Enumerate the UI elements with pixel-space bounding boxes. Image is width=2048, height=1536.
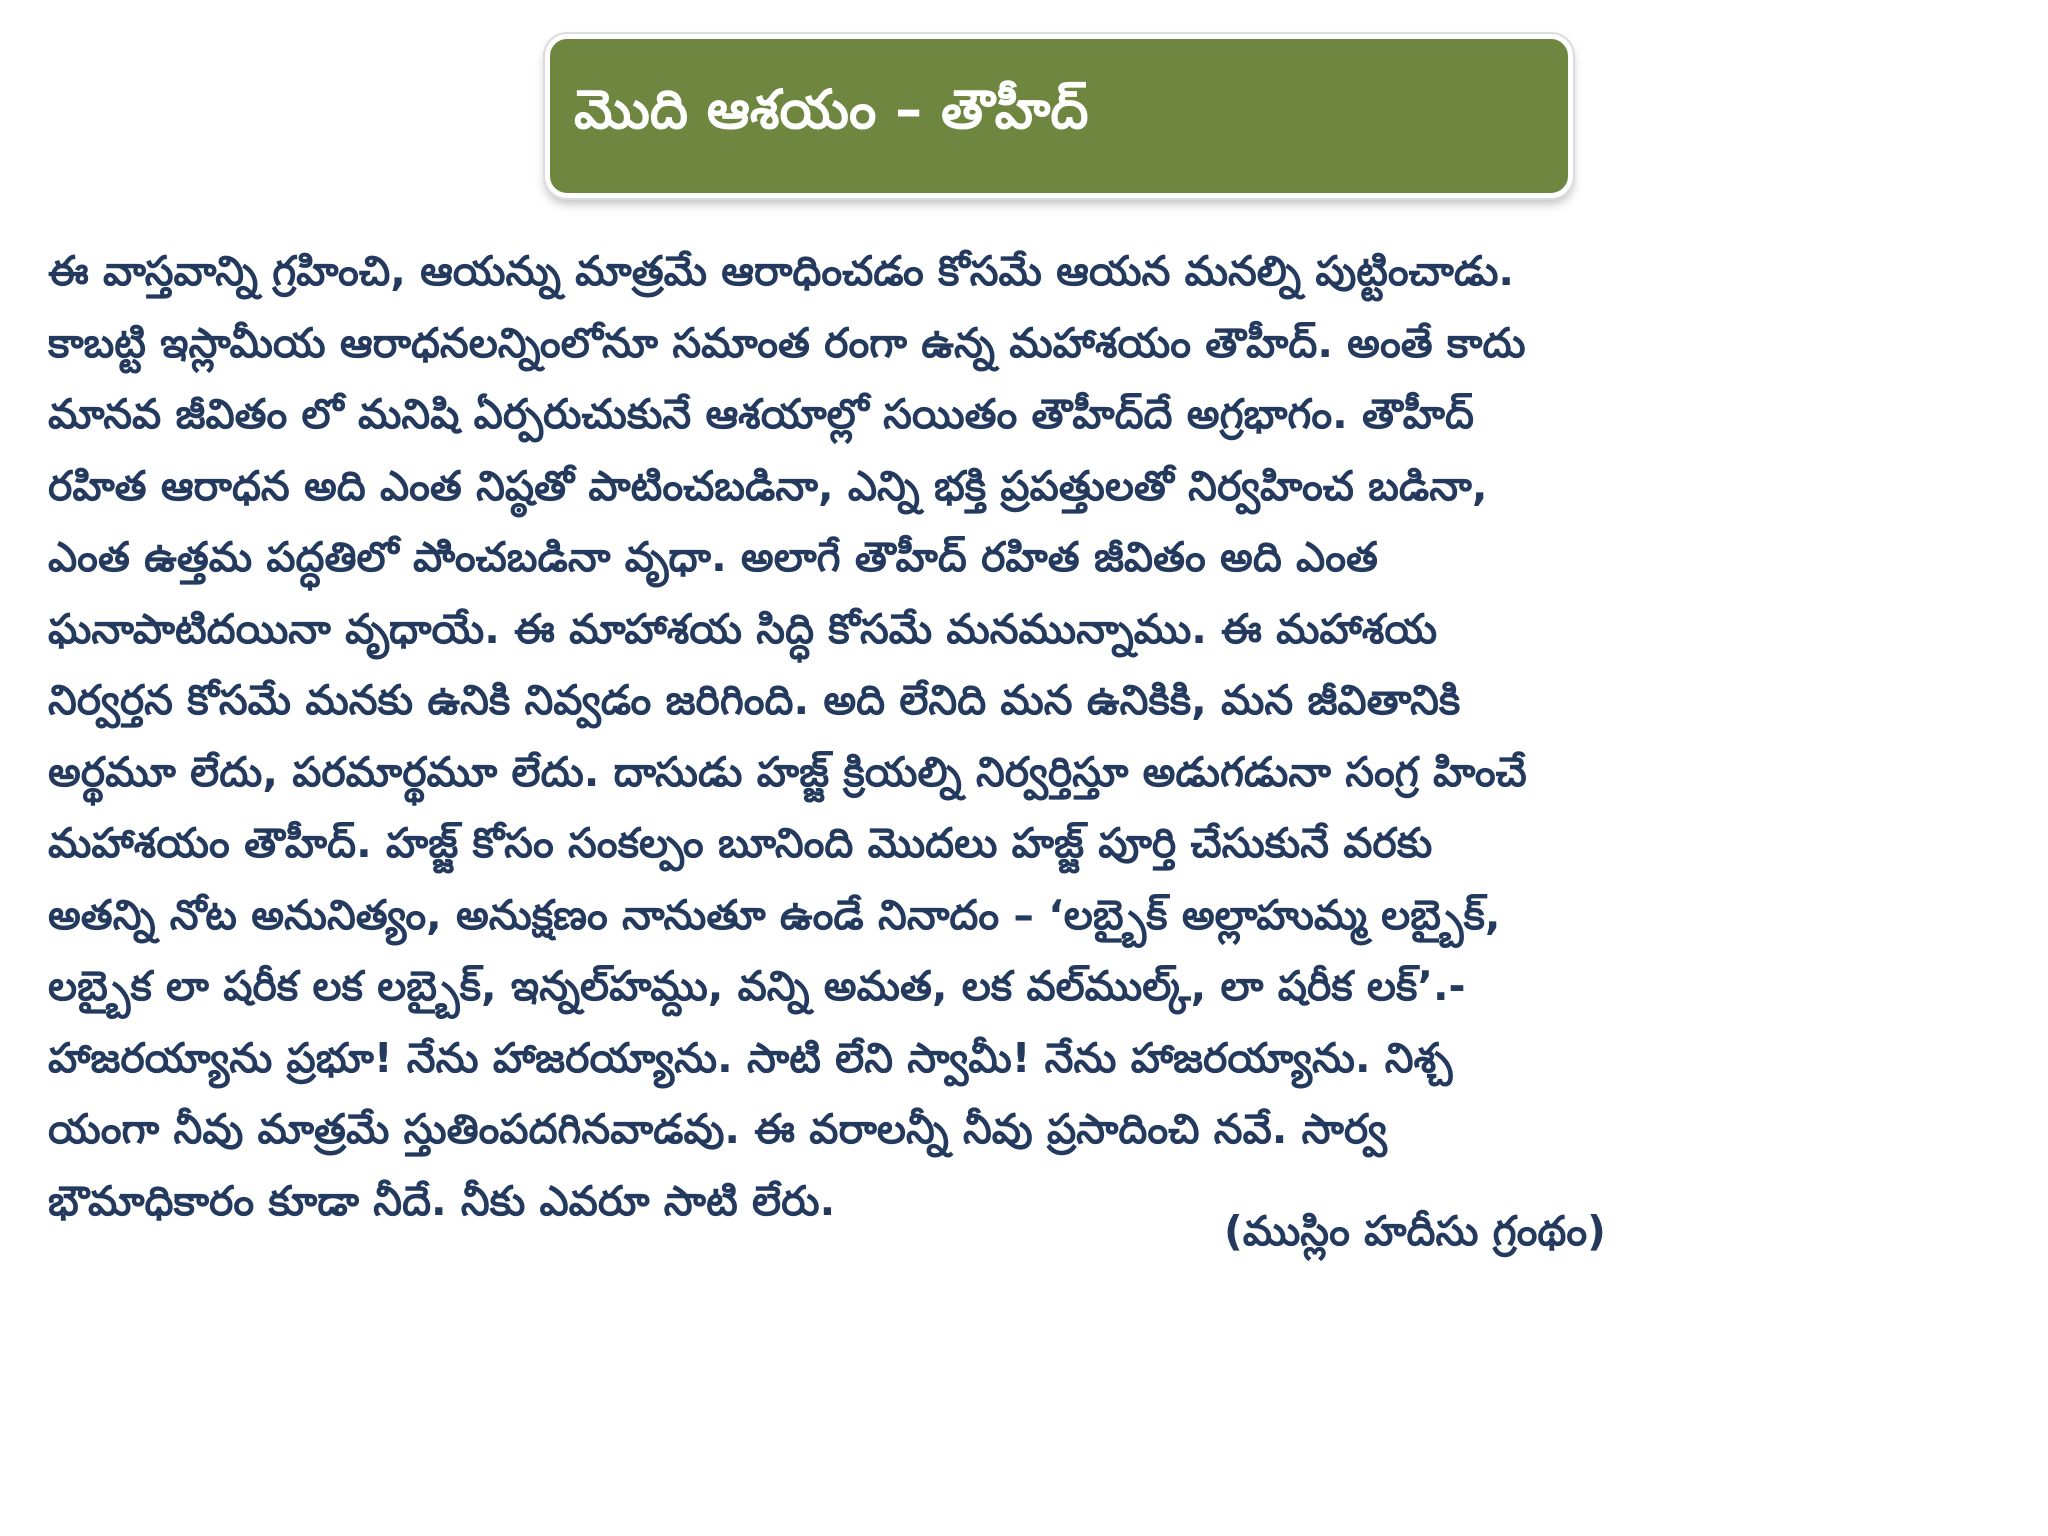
paragraph-line: మానవ జీవితం లో మనిషి ఏర్పరుచుకునే ఆశయాల్లో సయితం తౌహీద్‌దే అగ్రభాగం. తౌహీద్ bbox=[48, 390, 1474, 438]
paragraph-line: అర్థమూ లేదు, పరమార్థమూ లేదు. దాసుడు హజ్జ్ క్రియల్ని నిర్వర్తిస్తూ అడుగడునా సంగ్ర హించే bbox=[48, 747, 1527, 796]
paragraph-line: భౌమాధికారం కూడా నీదే. నీకు ఎవరూ సాటి లేరు. bbox=[48, 1176, 836, 1225]
paragraph-line: ఈ వాస్తవాన్ని గ్రహించి, ఆయన్ను మాత్రమే ఆరాధించడం కోసమే ఆయన మనల్ని పుట్టించాడు. bbox=[48, 247, 1514, 295]
paragraph-line: మహాశయం తౌహీద్. హజ్జ్ కోసం సంకల్పం బూనింది మొదలు హజ్జ్ పూర్తి చేసుకునే వరకు bbox=[48, 819, 1433, 867]
paragraph-line: లబ్బైక లా షరీక లక లబ్బైక్, ఇన్నల్‌హమ్దు, వన్ని అమత, లక వల్‌ముల్క్, లా షరీక లక్’.- bbox=[48, 962, 1466, 1010]
paragraph-line: నిర్వర్తన కోసమే మనకు ఉనికి నివ్వడం జరిగింది. అది లేనిది మన ఉనికికి, మన జీవితానికి bbox=[48, 676, 1461, 724]
title-banner bbox=[545, 34, 1573, 198]
paragraph-line: ఘనాపాటిదయినా వృధాయే. ఈ మాహాశయ సిద్ధి కోసమే మనమున్నాము. ఈ మహాశయ bbox=[48, 604, 1438, 653]
paragraph-line: యంగా నీవు మాత్రమే స్తుతింపదగినవాడవు. ఈ వరాలన్నీ నీవు ప్రసాదించి నవే. సార్వ bbox=[48, 1105, 1387, 1153]
paragraph-line: అతన్ని నోట అనునిత్యం, అనుక్షణం నానుతూ ఉండే నినాదం – ‘లబ్బైక్ అల్లాహుమ్మ లబ్బైక్, bbox=[48, 890, 1501, 939]
body-paragraph bbox=[48, 236, 2028, 1237]
paragraph-line: కాబట్టి ఇస్లామీయ ఆరాధనలన్నింలోనూ సమాంత రంగా ఉన్న మహాశయం తౌహీద్. అంతే కాదు bbox=[48, 318, 1526, 367]
slide-title: మొది ఆశయం – తౌహీద్ bbox=[574, 78, 1089, 141]
source-citation: (ముస్లిం హదీసు గ్రంథం) bbox=[1224, 1207, 1606, 1255]
paragraph-line: ఎంత ఉత్తమ పద్ధతిలో పాిిించబడినా వృధా. అలాగే తౌహీద్ రహిత జీవితం అది ఎంత bbox=[48, 533, 1378, 581]
paragraph-line: హాజరయ్యాను ప్రభూ! నేను హాజరయ్యాను. సాటి లేని స్వామీ! నేను హాజరయ్యాను. నిశ్చ bbox=[48, 1033, 1453, 1082]
paragraph-line: రహిత ఆరాధన అది ఎంత నిష్ఠతో పాటించబడినా, ఎన్ని భక్తి ప్రపత్తులతో నిర్వహించ బడినా, bbox=[48, 461, 1488, 510]
